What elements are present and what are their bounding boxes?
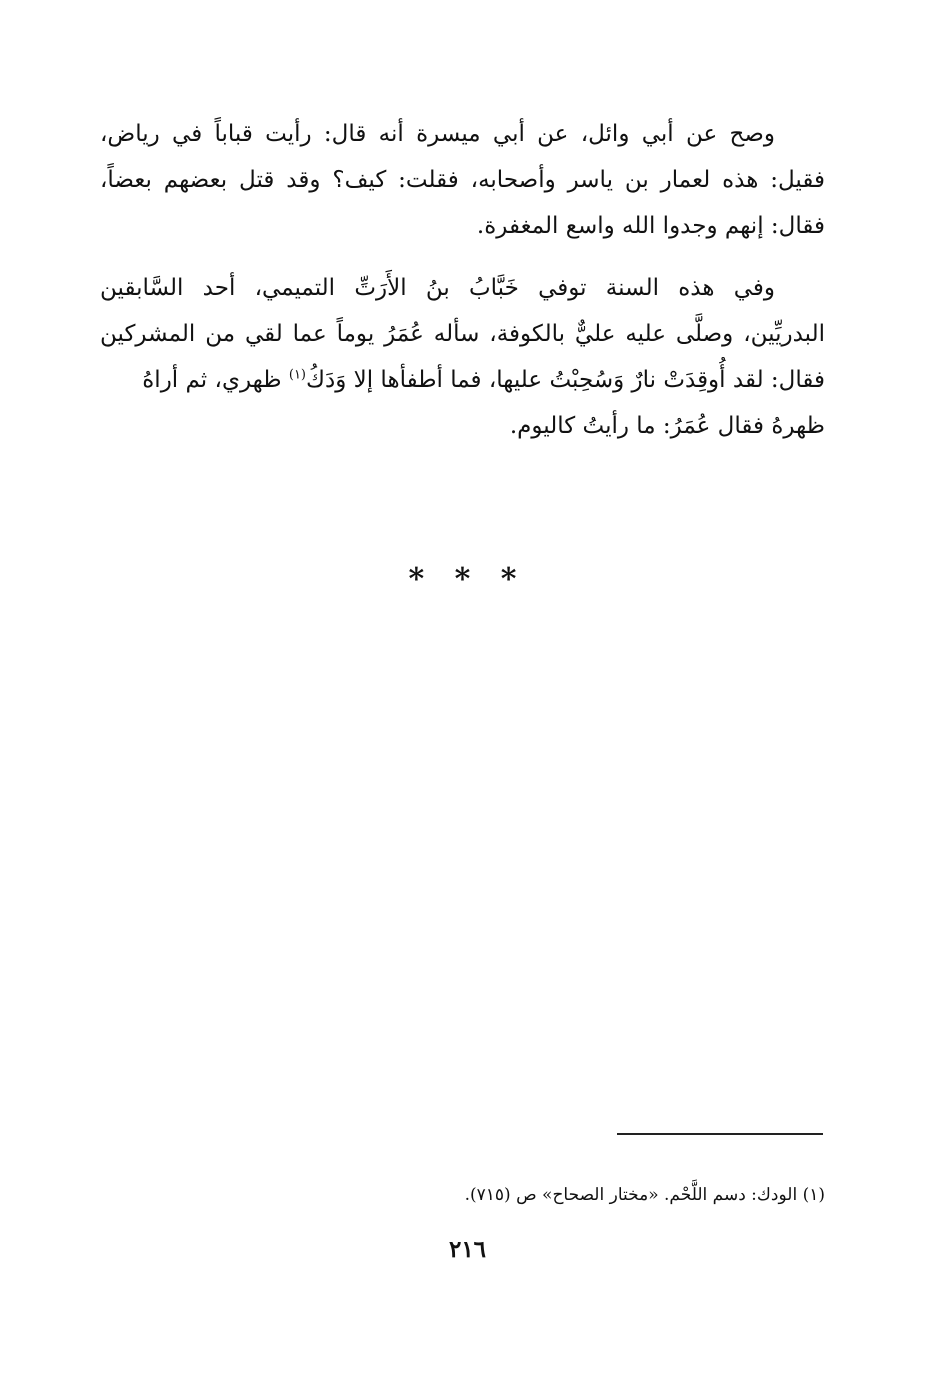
page-number: ٢١٦	[448, 1236, 487, 1263]
footnote-divider	[617, 1133, 823, 1135]
paragraph-line: وصح عن أبي وائل، عن أبي ميسرة أنه قال: رأيت قباباً في رياض،	[100, 121, 775, 147]
paragraph-2	[100, 265, 825, 449]
paragraph-line: فقيل: هذه لعمار بن ياسر وأصحابه، فقلت: كيف؟ وقد قتل بعضهم بعضاً،	[100, 167, 825, 193]
paragraph-line: فقال: إنهم وجدوا الله واسع المغفرة.	[476, 213, 825, 239]
paragraph-text: ظهري، ثم أراهُ	[142, 367, 282, 393]
footnote-reference[interactable]: (١)	[288, 367, 306, 383]
paragraph-line: البدريِّين، وصلَّى عليه عليٌّ بالكوفة، سأله عُمَرُ يوماً عما لقي من المشركين	[100, 321, 825, 347]
paragraph-line: وفي هذه السنة توفي خَبَّابُ بنُ الأَرَتِّ التميمي، أحد السَّابقين	[100, 275, 775, 301]
paragraph-1	[100, 111, 825, 249]
paragraph-line-with-footnote	[100, 357, 825, 403]
paragraph-text: فقال: لقد أُوقِدَتْ نارٌ وَسُحِبْتُ عليها، فما أطفأها إلا وَدَكُ	[306, 367, 825, 393]
section-separator: * * *	[408, 562, 527, 597]
paragraph-line: ظهرهُ فقال عُمَرُ: ما رأيتُ كاليوم.	[509, 413, 825, 439]
footnote: (١) الودك: دسم اللَّحْم. «مختار الصحاح» ص (٧١٥).	[464, 1185, 825, 1205]
